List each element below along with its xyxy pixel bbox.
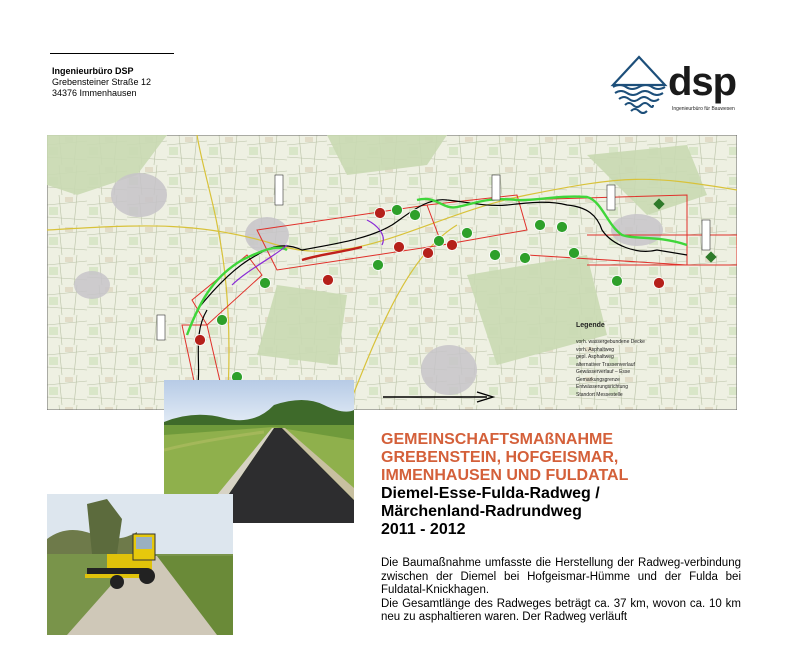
- legend-item: vorh. Asphaltweg: [576, 346, 615, 353]
- header-rule: [50, 53, 174, 54]
- map-legend: [572, 322, 737, 412]
- project-title-line: IMMENHAUSEN UND FULDATAL: [381, 467, 629, 484]
- project-body-text: [381, 557, 741, 625]
- logo-wordmark: dsp: [668, 60, 737, 104]
- project-year: 2011 - 2012: [381, 521, 466, 538]
- legend-item: Entwässerungsrichtung: [576, 384, 628, 390]
- legend-item: alternativer Trassenverlauf: [576, 361, 635, 368]
- project-title-line: GEMEINSCHAFTSMAßNAHME: [381, 431, 613, 448]
- company-city: 34376 Immenhausen: [52, 88, 137, 98]
- project-subtitle-line: Diemel-Esse-Fulda-Radweg /: [381, 485, 600, 502]
- legend-item: gepl. Asphaltweg: [576, 354, 614, 360]
- project-title-line: GREBENSTEIN, HOFGEISMAR,: [381, 449, 619, 466]
- body-paragraph: Die Gesamtlänge des Radweges beträgt ca. 37 km, wovon ca. 10 km neu zu asphaltieren waren. Der Radweg verläuft: [381, 597, 741, 623]
- company-name: Ingenieurbüro DSP: [52, 66, 134, 76]
- company-street: Grebensteiner Straße 12: [52, 77, 152, 87]
- photo-road-grader: [47, 494, 233, 635]
- company-address: [52, 66, 151, 99]
- legend-item: Gemarkungsgrenze: [576, 376, 620, 383]
- project-description: [381, 431, 741, 625]
- legend-title: Legende: [576, 322, 605, 329]
- project-subtitle-line: Märchenland-Radrundweg: [381, 503, 582, 520]
- body-paragraph: Die Baumaßnahme umfasste die Herstellung der Radweg-verbindung zwischen der Diemel bei Hofgeismar-Hümme und der Fulda bei Fuldatal-Knickhagen.: [381, 557, 741, 596]
- legend-item: Gewässerverlauf – Esse: [576, 369, 631, 375]
- legend-item: Standort Messestelle: [576, 391, 623, 398]
- logo-subline: Ingenieurbüro für Bauwesen: [672, 106, 735, 112]
- legend-item: vorh. wassergebundene Decke: [576, 339, 645, 345]
